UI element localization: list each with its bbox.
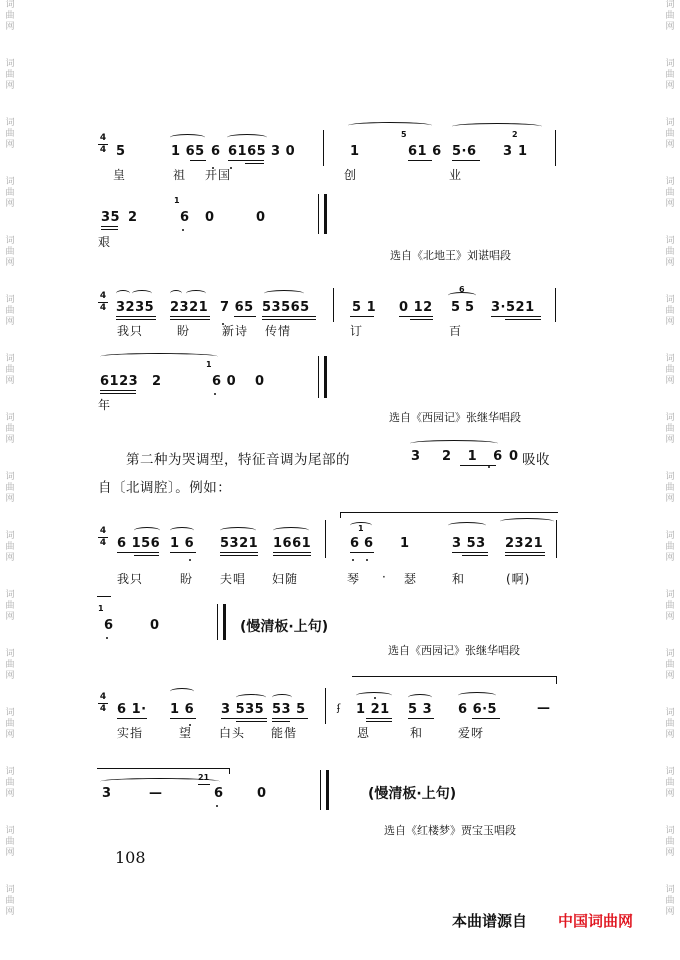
note: 3 [411, 449, 421, 464]
watermark-char: 词 [5, 531, 15, 541]
free-meter-mark: ʄ [337, 703, 341, 714]
watermark-char: 网 [5, 553, 15, 563]
watermark-char: 曲 [5, 601, 15, 611]
grace-note: 1 [358, 524, 364, 533]
watermark-char: 曲 [5, 306, 15, 316]
note: 3 0 [271, 144, 296, 159]
footer-source-label: 本曲谱源自 [452, 912, 528, 930]
lyric: 传情 [265, 324, 292, 338]
note: 1 [518, 144, 528, 159]
grace-note: 6 [459, 285, 465, 294]
watermark-char: 曲 [665, 660, 675, 670]
page-number: 108 [115, 848, 146, 867]
lyric: 爱呀 [458, 726, 485, 740]
note: 5 3 [408, 702, 433, 717]
grace-note: 21 [198, 773, 210, 782]
watermark-char: 曲 [5, 11, 15, 21]
watermark-char: 网 [5, 199, 15, 209]
note: 5·6 [452, 144, 477, 159]
note: 6 0 [212, 374, 237, 389]
tempo-marking: (慢清板·上句) [240, 619, 329, 635]
watermark-char: 曲 [665, 129, 675, 139]
footer-site-link[interactable]: 中国词曲网 [558, 912, 634, 930]
source-note: 选自《西园记》张继华唱段 [389, 411, 521, 424]
watermark-char: 词 [665, 531, 675, 541]
grace-note: 1 [206, 360, 212, 369]
source-note: 选自《西园记》张继华唱段 [388, 644, 520, 657]
watermark-char: 词 [665, 590, 675, 600]
watermark-char: 网 [665, 494, 675, 504]
watermark-char: 曲 [5, 424, 15, 434]
time-signature: 4 4 [99, 291, 107, 313]
watermark-char: 曲 [5, 837, 15, 847]
watermark-char: 曲 [665, 365, 675, 375]
note: 2321 [505, 536, 544, 551]
lyric: 订 [350, 324, 364, 338]
barline [323, 130, 324, 166]
watermark-char: 词 [665, 767, 675, 777]
watermark-char: 网 [5, 140, 15, 150]
note: 5 [116, 144, 126, 159]
lyric: 年 [98, 398, 112, 412]
note: 3 [503, 144, 513, 159]
watermark-char: 网 [665, 553, 675, 563]
note: 5 [451, 300, 461, 315]
watermark-char: 网 [665, 612, 675, 622]
barline [325, 688, 326, 724]
note: 61 6 [408, 144, 442, 159]
watermark-char: 网 [665, 435, 675, 445]
watermark-char: 曲 [665, 70, 675, 80]
lyric: 夫唱 [220, 572, 247, 586]
lyric: (啊) [506, 572, 531, 586]
lyric: 皇 [113, 168, 127, 182]
note: 1 [350, 144, 360, 159]
note: 6 [350, 536, 360, 551]
note: 6 1· [117, 702, 147, 717]
time-signature: 4 4 [99, 692, 107, 714]
lyric: 我只 [117, 324, 144, 338]
watermark-char: 网 [665, 848, 675, 858]
note: 0 [255, 374, 265, 389]
watermark-char: 曲 [665, 719, 675, 729]
watermark-char: 曲 [5, 129, 15, 139]
watermark-char: 词 [665, 885, 675, 895]
note: 5 1 [352, 300, 377, 315]
watermark-char: 词 [5, 472, 15, 482]
watermark-char: 曲 [5, 778, 15, 788]
watermark-char: 词 [665, 177, 675, 187]
watermark-char: 网 [5, 22, 15, 32]
lyric: 开国 [205, 168, 232, 182]
watermark-char: 曲 [665, 188, 675, 198]
note: 1 6 [170, 536, 195, 551]
watermark-char: 曲 [665, 11, 675, 21]
final-barline [318, 356, 327, 398]
watermark-char: 网 [665, 22, 675, 32]
watermark-char: 网 [5, 81, 15, 91]
watermark-char: 网 [665, 81, 675, 91]
barline [555, 130, 556, 166]
lyric: 实指 [117, 726, 144, 740]
note: 53 5 [272, 702, 306, 717]
note: 0 [150, 618, 160, 633]
lyric: 创 [344, 168, 358, 182]
watermark-char: 词 [665, 59, 675, 69]
note: 6 [180, 210, 190, 225]
watermark-char: 网 [5, 317, 15, 327]
barline [556, 520, 557, 558]
note: 6 6·5 [458, 702, 498, 717]
time-signature: 4 4 [99, 133, 107, 155]
watermark-char: 曲 [665, 424, 675, 434]
final-barline [318, 194, 327, 234]
watermark-char: 词 [5, 236, 15, 246]
watermark-char: 网 [665, 376, 675, 386]
lyric: 妇随 [272, 572, 299, 586]
watermark-char: 词 [5, 177, 15, 187]
watermark-char: 网 [5, 258, 15, 268]
watermark-char: 曲 [665, 601, 675, 611]
watermark-char: 词 [5, 708, 15, 718]
note: 3 53 [452, 536, 486, 551]
note: 2321 [170, 300, 209, 315]
watermark-char: 曲 [665, 247, 675, 257]
paragraph-text: 第二种为哭调型，特征音调为尾部的 [126, 452, 350, 468]
watermark-char: 网 [665, 789, 675, 799]
note: 3 [102, 786, 112, 801]
source-note: 选自《红楼梦》贾宝玉唱段 [384, 824, 516, 837]
watermark-char: 网 [5, 494, 15, 504]
watermark-char: 网 [5, 789, 15, 799]
lyric: 业 [449, 168, 463, 182]
note: — [149, 786, 163, 801]
grace-note: 1 [98, 604, 104, 613]
lyric: 我只 [117, 572, 144, 586]
watermark-char: 词 [665, 413, 675, 423]
watermark-char: 曲 [5, 70, 15, 80]
watermark-char: 词 [5, 0, 15, 10]
watermark-char: 词 [5, 59, 15, 69]
watermark-char: 网 [5, 435, 15, 445]
watermark-char: 词 [665, 0, 675, 10]
source-note: 选自《北地王》刘谌唱段 [390, 249, 511, 262]
watermark-char: 词 [5, 590, 15, 600]
note: 7 65 [220, 300, 254, 315]
note: 35 [101, 210, 121, 225]
watermark-char: 曲 [5, 660, 15, 670]
watermark-char: 曲 [5, 896, 15, 906]
lyric: 新诗 [222, 324, 249, 338]
watermark-char: 网 [665, 317, 675, 327]
watermark-char: 词 [5, 295, 15, 305]
note: 5321 [220, 536, 259, 551]
watermark-char: 词 [665, 649, 675, 659]
watermark-right [660, 0, 680, 960]
watermark-char: 网 [665, 907, 675, 917]
watermark-char: 曲 [665, 778, 675, 788]
lyric: 祖 [173, 168, 187, 182]
note: 2 1 6 [442, 449, 509, 464]
note: 2 [128, 210, 138, 225]
note: 6 [104, 618, 114, 633]
note: 1 6 [170, 702, 195, 717]
note: 2 [152, 374, 162, 389]
note: 0 12 [399, 300, 433, 315]
note: 3 535 [221, 702, 265, 717]
watermark-char: 网 [5, 730, 15, 740]
paragraph-text: 自〔北调腔〕。例如： [98, 480, 232, 496]
watermark-char: 曲 [665, 896, 675, 906]
watermark-left [0, 0, 20, 960]
grace-note: 1 [174, 196, 180, 205]
lyric: 能偕 [271, 726, 298, 740]
note: 0 [509, 449, 519, 464]
watermark-char: 词 [5, 118, 15, 128]
note: 3·521 [491, 300, 535, 315]
watermark-char: 曲 [665, 483, 675, 493]
watermark-char: 词 [665, 118, 675, 128]
watermark-char: 词 [5, 767, 15, 777]
note: 1 [400, 536, 410, 551]
note: 6165 [228, 144, 267, 159]
lyric: 百 [449, 324, 463, 338]
grace-note: 5 [401, 130, 407, 139]
watermark-char: 曲 [665, 306, 675, 316]
watermark-char: 网 [5, 907, 15, 917]
note: 6 [364, 536, 374, 551]
note: — [537, 701, 551, 716]
lyric: 白头 [219, 726, 246, 740]
lyric: 和 [410, 726, 424, 740]
note: 3235 [116, 300, 155, 315]
watermark-char: 词 [5, 413, 15, 423]
watermark-char: 网 [665, 199, 675, 209]
watermark-char: 词 [5, 826, 15, 836]
watermark-char: 网 [665, 258, 675, 268]
note: 0 [257, 786, 267, 801]
watermark-char: 网 [5, 376, 15, 386]
barline [325, 520, 326, 558]
barline [333, 288, 334, 322]
lyric: 盼 [180, 572, 194, 586]
note: 6 [211, 144, 221, 159]
note: 1 65 [171, 144, 205, 159]
tempo-marking: (慢清板·上句) [368, 786, 457, 802]
watermark-char: 网 [5, 612, 15, 622]
watermark-char: 曲 [5, 719, 15, 729]
grace-note: 2 [512, 130, 518, 139]
lyric: 盼 [177, 324, 191, 338]
lyric: 瑟 [404, 572, 418, 586]
final-barline [320, 770, 329, 810]
watermark-char: 曲 [5, 188, 15, 198]
barline [555, 288, 556, 322]
paragraph-text: 吸收 [522, 452, 550, 468]
note: 6 [214, 786, 224, 801]
watermark-char: 词 [665, 472, 675, 482]
note: 1 21 [356, 702, 390, 717]
watermark-char: 词 [665, 708, 675, 718]
watermark-char: 网 [665, 671, 675, 681]
lyric: · [382, 570, 387, 584]
lyric: 望 [179, 726, 193, 740]
watermark-char: 词 [5, 649, 15, 659]
note: 0 [256, 210, 266, 225]
lyric: 艰 [98, 235, 112, 249]
watermark-char: 曲 [665, 837, 675, 847]
note: 0 [205, 210, 215, 225]
lyric: 琴 [347, 572, 361, 586]
note: 1661 [273, 536, 312, 551]
watermark-char: 网 [5, 671, 15, 681]
watermark-char: 曲 [665, 542, 675, 552]
watermark-char: 曲 [5, 483, 15, 493]
note: 6123 [100, 374, 139, 389]
watermark-char: 词 [5, 885, 15, 895]
watermark-char: 网 [5, 848, 15, 858]
watermark-char: 词 [665, 826, 675, 836]
watermark-char: 网 [665, 730, 675, 740]
watermark-char: 词 [665, 236, 675, 246]
final-barline [217, 604, 226, 640]
watermark-char: 曲 [5, 247, 15, 257]
lyric: 和 [452, 572, 466, 586]
watermark-char: 词 [5, 354, 15, 364]
watermark-char: 网 [665, 140, 675, 150]
note: 5 [465, 300, 475, 315]
lyric: 恩 [357, 726, 371, 740]
watermark-char: 词 [665, 295, 675, 305]
watermark-char: 曲 [5, 542, 15, 552]
note: 53565 [262, 300, 310, 315]
note: 6 156 [117, 536, 161, 551]
watermark-char: 词 [665, 354, 675, 364]
time-signature: 4 4 [99, 526, 107, 548]
watermark-char: 曲 [5, 365, 15, 375]
